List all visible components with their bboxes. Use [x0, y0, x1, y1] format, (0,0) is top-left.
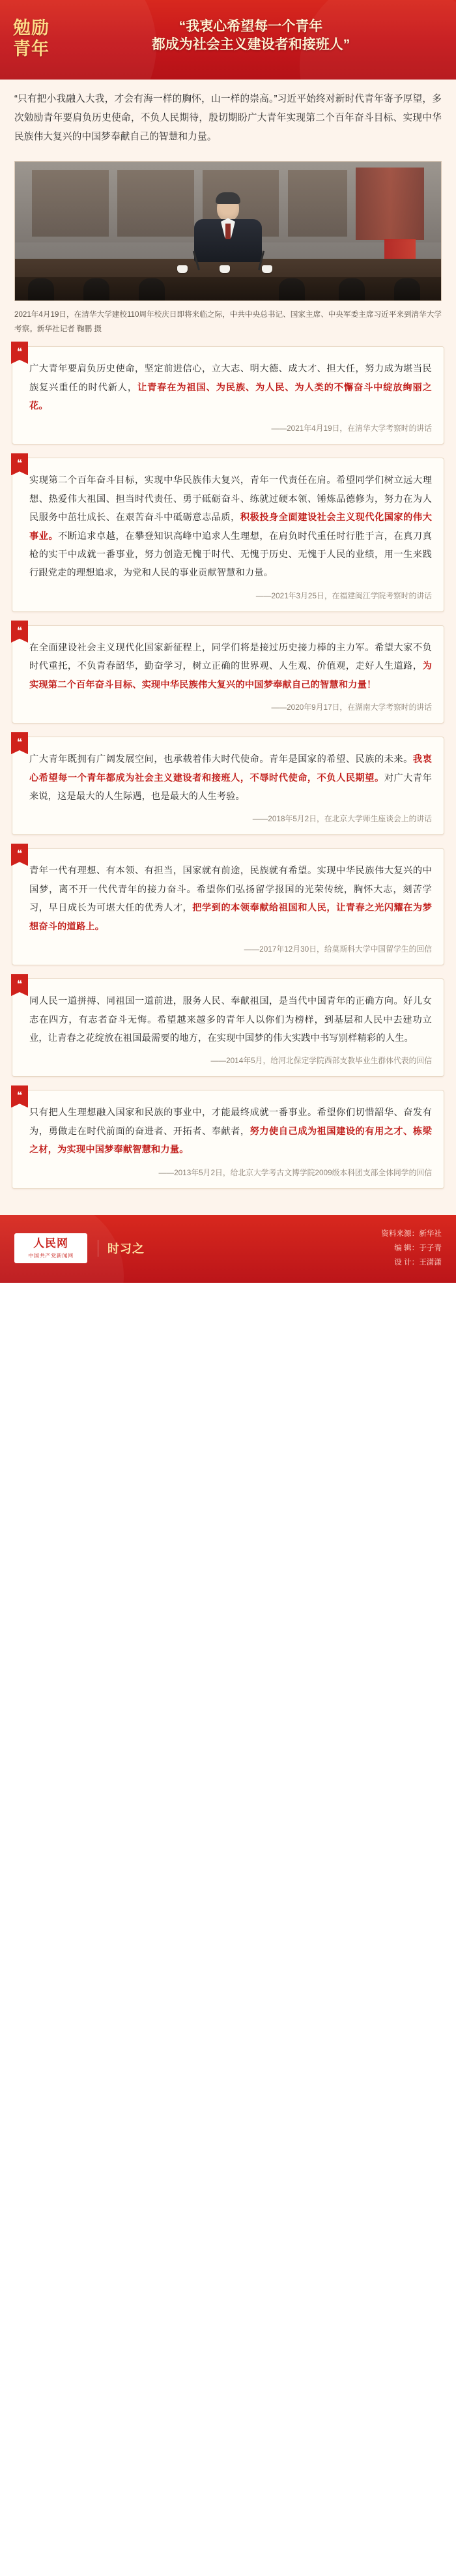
credit-editor: 编 辑：于子青 — [394, 1243, 442, 1252]
quote-source: ——2014年5月，给河北保定学院西部支教毕业生群体代表的回信 — [210, 1056, 432, 1066]
quote-segment-highlight: 让青春在为祖国、为民族、为人民、为人类的不懈奋斗中绽放绚丽之花。 — [29, 382, 432, 411]
photo-caption: 2021年4月19日，在清华大学建校110周年校庆日即将来临之际，中共中央总书记、国家主席、中央军委主席习近平来到清华大学考察。新华社记者 鞠鹏 摄 — [0, 301, 456, 345]
quote-source: ——2017年12月30日，给莫斯科大学中国留学生的回信 — [244, 944, 432, 954]
site-logo[interactable] — [14, 1233, 87, 1263]
quote-segment: 同人民一道拼搏、同祖国一道前进，服务人民、奉献祖国，是当代中国青年的正确方向。好儿女志在四方，有志者奋斗无悔。希望越来越多的青年人以你们为榜样，到基层和人民中去建功立业，让青春之花绽放在祖国最需要的地方，在实现中国梦的伟大实践中书写别样精彩的人生。 — [29, 996, 432, 1044]
quote-segment: 广大青年既拥有广阔发展空间，也承载着伟大时代使命。青年是国家的希望、民族的未来。 — [29, 754, 413, 765]
credit-source: 资料来源：新华社 — [381, 1229, 442, 1238]
credit-designer: 设 计：王潇潇 — [394, 1257, 442, 1266]
quote-text — [29, 639, 432, 694]
credits-block — [155, 1227, 442, 1270]
quote-segment: 不断追求卓越，在攀登知识高峰中追求人生理想，在肩负时代重任时行胜于言，在真刀真枪的实干中成就一番事业，努力创造无愧于时代、无愧于历史、无愧于人民的业绩，用一生来践行跟党走的理想追求，为党和人民的事业贡献智慧和力量。 — [29, 531, 432, 579]
intro-section — [0, 80, 456, 159]
quote-text — [29, 1104, 432, 1159]
quote-card-list — [0, 345, 456, 1214]
quote-mark-icon — [11, 732, 28, 758]
flag-decor — [384, 239, 416, 259]
quote-segment-highlight: 努力使自己成为祖国建设的有用之才、栋梁之材，为实现中国梦奉献智慧和力量。 — [29, 1126, 432, 1156]
quote-segment-highlight: 我衷心希望每一个青年都成为社会主义建设者和接班人，不辱时代使命，不负人民期望。 — [29, 754, 432, 783]
quote-mark-icon — [11, 843, 28, 870]
quote-source: ——2018年5月2日，在北京大学师生座谈会上的讲话 — [252, 814, 432, 824]
quote-mark-icon — [11, 974, 28, 1000]
intro-paragraph: “只有把小我融入大我，才会有海一样的胸怀，山一样的崇高。”习近平始终对新时代青年寄予厚望，多次勉励青年要肩负历史使命，不负人民期待，殷切期盼广大青年实现第二个百年奋斗目标、实现中华民族伟大复兴的中国梦奉献自己的智慧和力量。 — [14, 93, 442, 143]
quote-mark-icon — [11, 453, 28, 479]
quote-text — [29, 360, 432, 415]
quote-text — [29, 862, 432, 936]
headline-line-1: “我衷心希望每一个青年 — [178, 19, 323, 34]
quote-segment: 广大青年要肩负历史使命，坚定前进信心，立大志、明大德、成大才、担大任，努力成为堪当民族复兴重任的时代新人， — [29, 364, 432, 393]
brand-title — [13, 17, 50, 60]
quote-card — [12, 978, 444, 1077]
quote-segment: 青年一代有理想、有本领、有担当，国家就有前途，民族就有希望。实现中华民族伟大复兴的中国梦，离不开一代代青年的接力奋斗。希望你们弘扬留学报国的光荣传统，胸怀大志，刻苦学习，早日成长为可堪大任的优秀人才， — [29, 866, 432, 914]
brand-line-2: 青年 — [13, 38, 50, 59]
quote-segment: 对广大青年来说，这是最大的人生际遇，也是最大的人生考验。 — [29, 772, 432, 802]
site-logo-name: 人民网 — [33, 1237, 68, 1250]
quote-card — [12, 848, 444, 965]
quote-source: ——2013年5月2日，给北京大学考古文博学院2009级本科团支部全体同学的回信 — [158, 1167, 432, 1177]
quote-source: ——2021年4月19日，在清华大学考察时的讲话 — [271, 424, 432, 433]
page-header — [0, 0, 456, 80]
brand-line-1: 勉励 — [13, 18, 50, 38]
quote-text — [29, 992, 432, 1047]
quote-card — [12, 1090, 444, 1188]
quote-segment: 实现第二个百年奋斗目标，实现中华民族伟大复兴，青年一代责任在肩。希望同学们树立远大理想、热爱伟大祖国、担当时代责任、勇于砥砺奋斗、练就过硬本领、锤炼品德修为，努力在为人民服务中茁壮成长、在艰苦奋斗中砥砺意志品质， — [29, 475, 432, 523]
quote-card — [12, 346, 444, 445]
column-badge: 时习之 — [98, 1240, 145, 1257]
quote-source: ——2021年3月25日，在福建闽江学院考察时的讲话 — [255, 591, 432, 600]
page-footer — [0, 1215, 456, 1283]
page-headline — [59, 17, 443, 55]
quote-segment: 在全面建设社会主义现代化国家新征程上，同学们将是接过历史接力棒的主力军。希望大家不负时代重托，不负青春韶华，勤奋学习，树立正确的世界观、人生观、价值观，走好人生道路， — [29, 642, 432, 672]
meeting-photo — [14, 161, 442, 301]
photo-block — [0, 158, 456, 301]
quote-text — [29, 471, 432, 582]
quote-segment-highlight: 积极投身全面建设社会主义现代化国家的伟大事业。 — [29, 512, 432, 542]
quote-card — [12, 458, 444, 611]
quote-mark-icon — [11, 1085, 28, 1111]
quote-text — [29, 750, 432, 806]
quote-card — [12, 625, 444, 724]
headline-line-2: 都成为社会主义建设者和接班人” — [151, 37, 350, 53]
quote-segment-highlight: 为实现第二个百年奋斗目标、实现中华民族伟大复兴的中国梦奉献自己的智慧和力量！ — [29, 661, 432, 690]
quote-segment-highlight: 把学到的本领奉献给祖国和人民，让青春之光闪耀在为梦想奋斗的道路上。 — [29, 903, 432, 932]
quote-mark-icon — [11, 621, 28, 647]
speaker-figure — [194, 195, 262, 262]
site-logo-subtitle: 中国共产党新闻网 — [28, 1252, 74, 1259]
quote-source: ——2020年9月17日，在湖南大学考察时的讲话 — [271, 703, 432, 712]
quote-mark-icon — [11, 342, 28, 368]
quote-card — [12, 737, 444, 835]
quote-segment: 只有把人生理想融入国家和民族的事业中，才能最终成就一番事业。希望你们切惜韶华、奋发有为，勇做走在时代前面的奋进者、开拓者、奉献者， — [29, 1107, 432, 1137]
infographic-page — [0, 0, 456, 1283]
